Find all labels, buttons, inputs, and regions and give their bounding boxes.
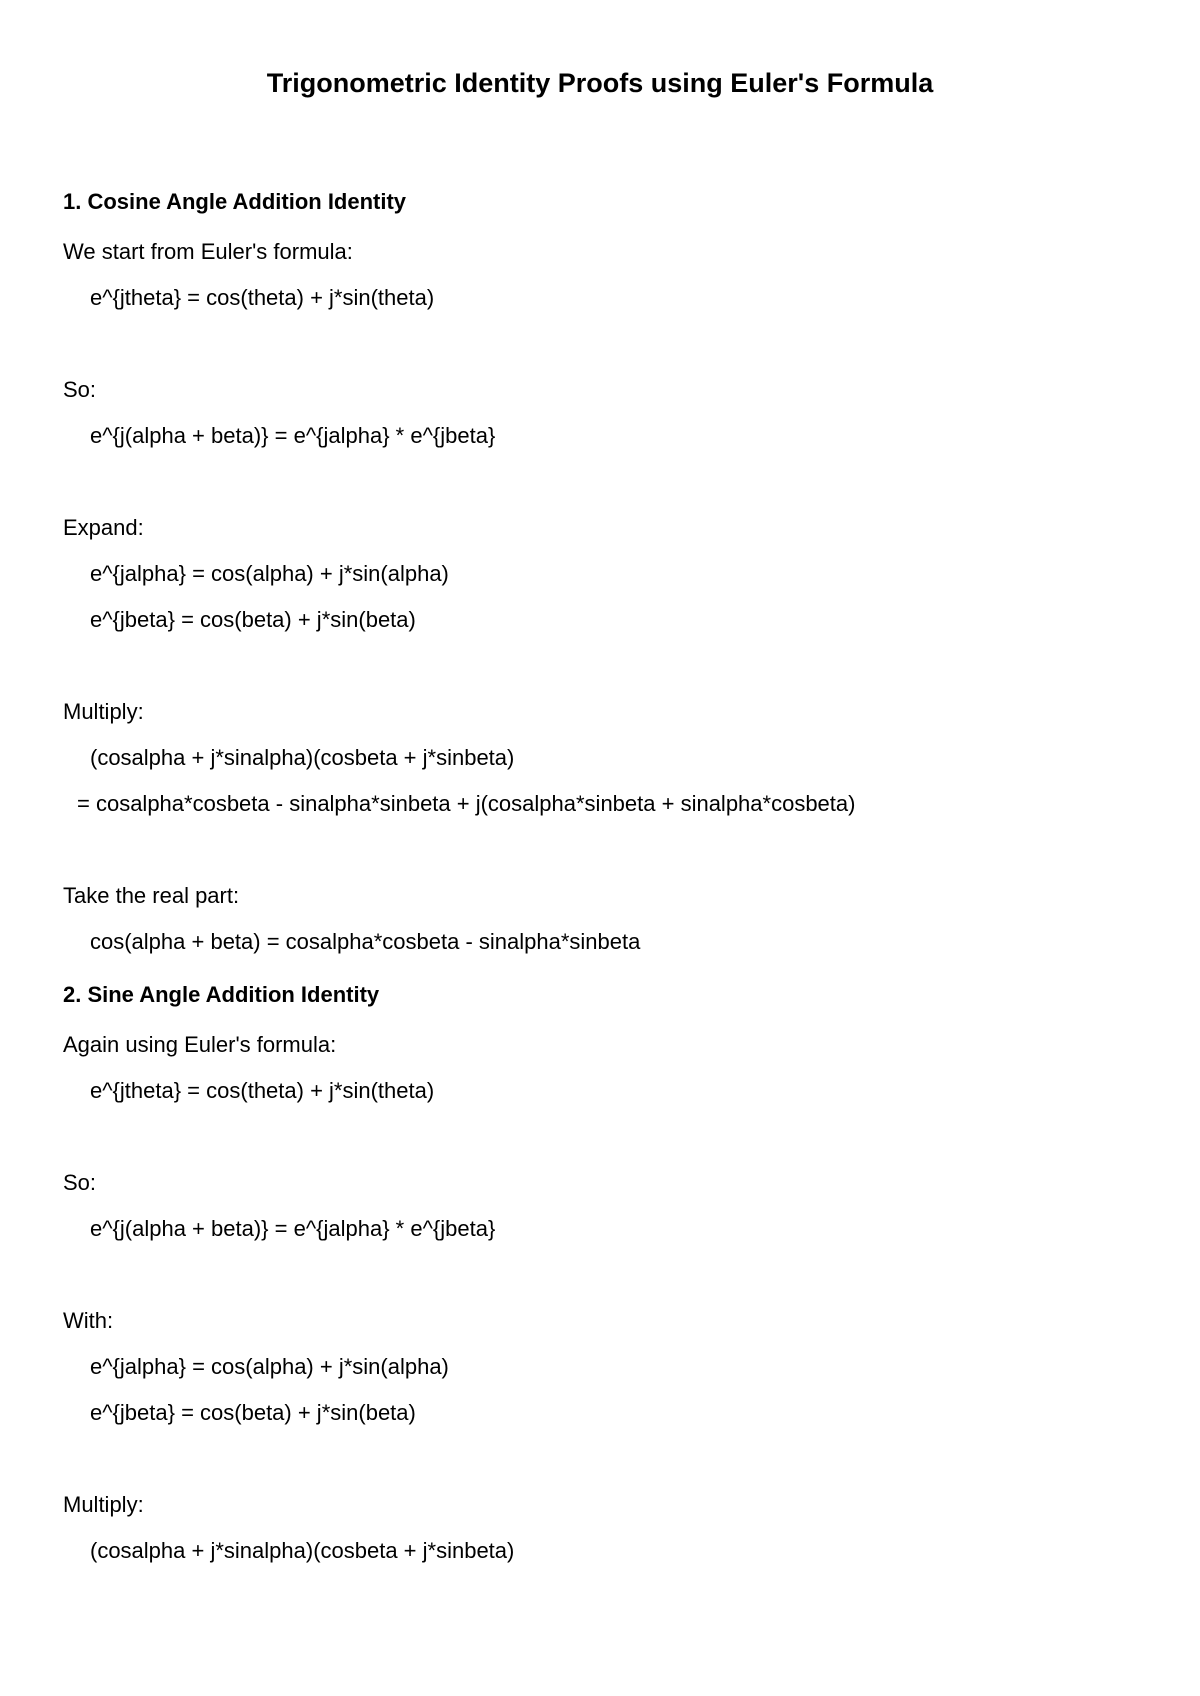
section2-with-alpha: e^{jalpha} = cos(alpha) + j*sin(alpha) bbox=[90, 1354, 449, 1379]
section2-euler-formula: e^{jtheta} = cos(theta) + j*sin(theta) bbox=[90, 1078, 435, 1103]
section1-expand-label: Expand: bbox=[63, 515, 144, 540]
section1-result: cos(alpha + beta) = cosalpha*cosbeta - sinalpha*sinbeta bbox=[90, 929, 641, 954]
section-heading-cosine: 1. Cosine Angle Addition Identity bbox=[63, 189, 407, 214]
section2-multiply-label: Multiply: bbox=[63, 1492, 144, 1517]
section2-product-formula: e^{j(alpha + beta)} = e^{jalpha} * e^{jbeta} bbox=[90, 1216, 496, 1241]
section1-so-label: So: bbox=[63, 377, 97, 402]
section1-multiply-result: = cosalpha*cosbeta - sinalpha*sinbeta + j(cosalpha*sinbeta + sinalpha*cosbeta) bbox=[77, 791, 856, 816]
section1-euler-formula: e^{jtheta} = cos(theta) + j*sin(theta) bbox=[90, 285, 435, 310]
section1-product-formula: e^{j(alpha + beta)} = e^{jalpha} * e^{jbeta} bbox=[90, 423, 496, 448]
document-title: Trigonometric Identity Proofs using Euler's Formula bbox=[266, 68, 934, 98]
section1-expand-beta: e^{jbeta} = cos(beta) + j*sin(beta) bbox=[90, 607, 416, 632]
section1-real-part-label: Take the real part: bbox=[63, 883, 240, 908]
section1-expand-alpha: e^{jalpha} = cos(alpha) + j*sin(alpha) bbox=[90, 561, 449, 586]
section2-multiply-expression: (cosalpha + j*sinalpha)(cosbeta + j*sinbeta) bbox=[90, 1538, 515, 1563]
section1-multiply-expression: (cosalpha + j*sinalpha)(cosbeta + j*sinbeta) bbox=[90, 745, 515, 770]
section2-so-label: So: bbox=[63, 1170, 97, 1195]
section1-intro: We start from Euler's formula: bbox=[63, 239, 353, 264]
section2-intro: Again using Euler's formula: bbox=[63, 1032, 337, 1057]
section1-multiply-label: Multiply: bbox=[63, 699, 144, 724]
section2-with-label: With: bbox=[63, 1308, 114, 1333]
section-heading-sine: 2. Sine Angle Addition Identity bbox=[63, 982, 380, 1007]
section2-with-beta: e^{jbeta} = cos(beta) + j*sin(beta) bbox=[90, 1400, 416, 1425]
